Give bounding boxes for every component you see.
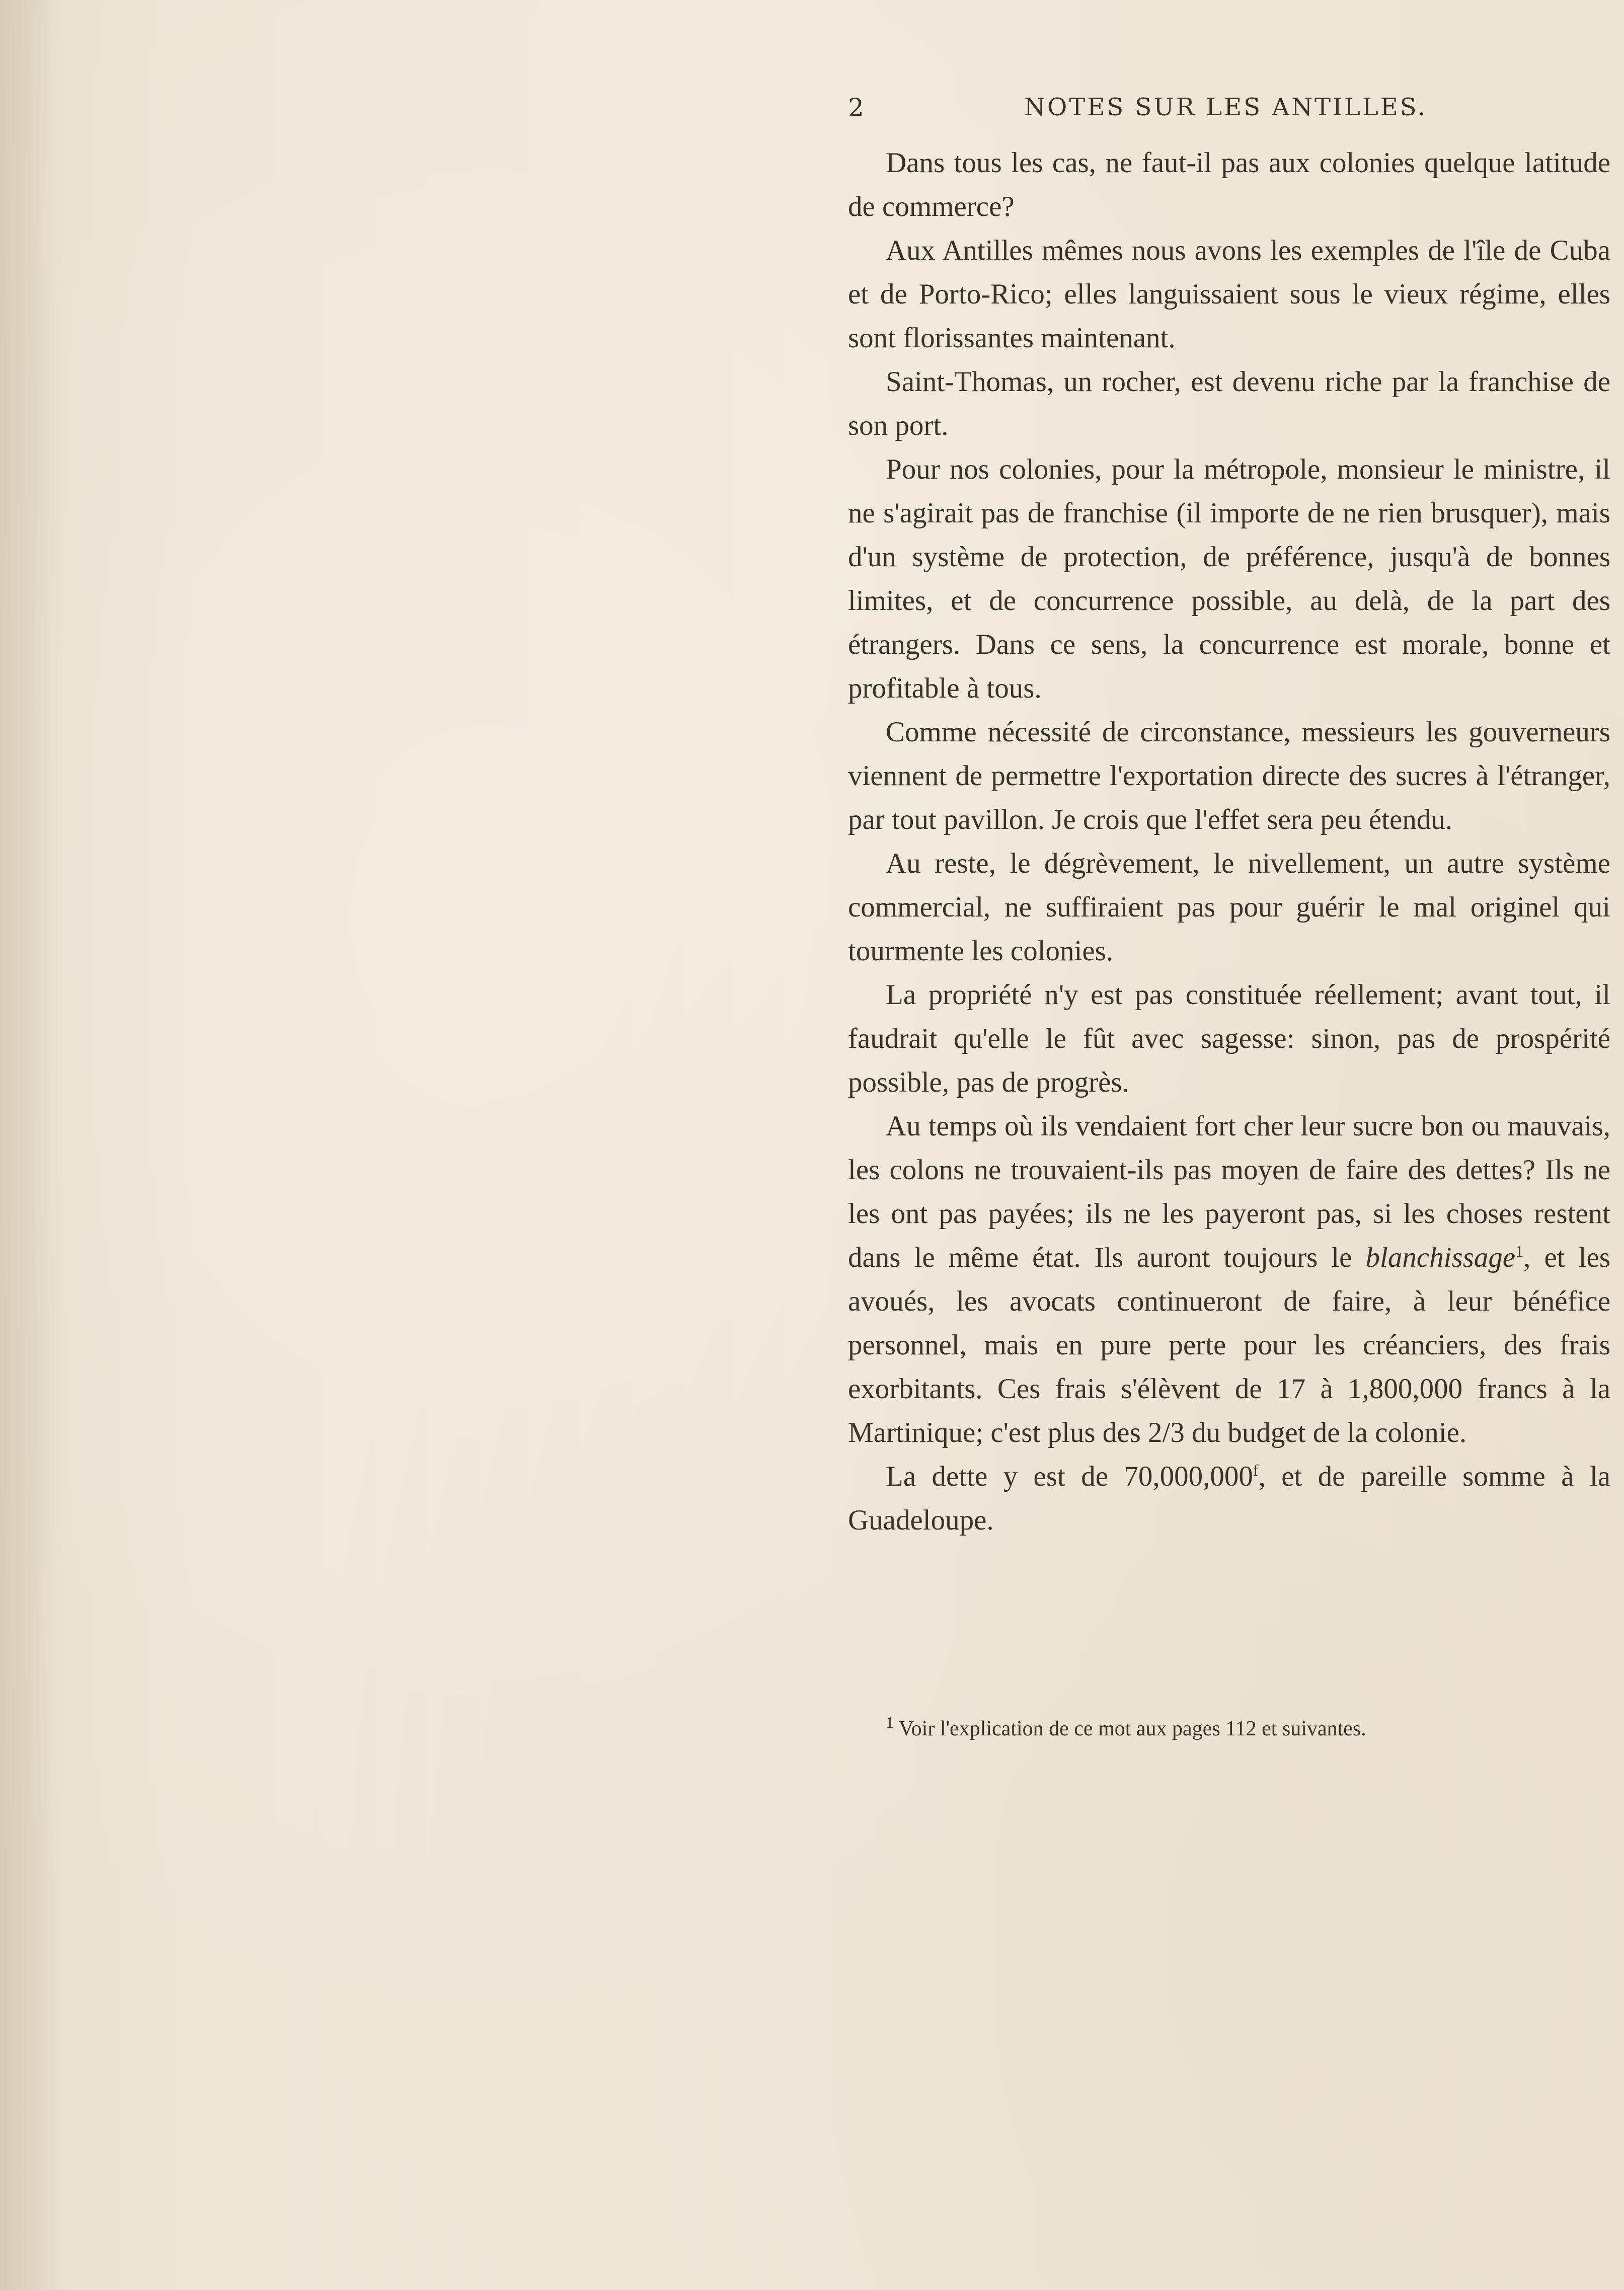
running-title: NOTES SUR LES ANTILLES.	[1024, 93, 1428, 121]
body-text	[848, 141, 1610, 1542]
paragraph-4: Pour nos colonies, pour la métropole, monsieur le ministre, il ne s'agirait pas de franchise (il importe de ne rien brusquer), mais d'un système de protection, de préférence, jusqu'à de bonnes limites, et de concurrence possible, au delà, de la part des étrangers. Dans ce sens, la concurrence est morale, bonne et profitable à tous.	[848, 453, 1610, 704]
paragraph-9-text-a: La dette y est de 70,000,000	[886, 1461, 1253, 1492]
paragraph-5: Comme nécessité de circonstance, messieurs les gouverneurs viennent de permettre l'exportation directe des sucres à l'étranger, par tout pavillon. Je crois que l'effet sera peu étendu.	[848, 716, 1610, 835]
footnote-marker: 1	[886, 1713, 894, 1731]
paragraph-8-text-b: , et les avoués, les avocats continueront de faire, à leur bénéfice personnel, mais en pure perte pour les créanciers, des frais exorbitants. Ces frais s'élèvent de 17 à 1,800,000 francs à la Martinique; c'est plus des 2/3 du budget de la colonie.	[848, 1242, 1610, 1448]
francs-superscript: f	[1253, 1461, 1259, 1479]
binding-gutter	[0, 0, 65, 2290]
footnote	[848, 1714, 1610, 1744]
paragraph-8-text-a: Au temps où ils vendaient fort cher leur sucre bon ou mauvais, les colons ne trouvaient-ils pas moyen de faire des dettes? Ils ne les ont pas payées; ils ne les payeront pas, si les choses restent dans le même état. Ils auront toujours le	[848, 1110, 1610, 1273]
paragraph-1: Dans tous les cas, ne faut-il pas aux colonies quelque latitude de commerce?	[848, 147, 1610, 222]
footnote-reference: 1	[1515, 1242, 1524, 1260]
italic-term: blanchissage	[1365, 1242, 1516, 1273]
paragraph-8	[848, 1104, 1610, 1455]
page-header	[848, 93, 1610, 128]
paragraph-9-text-b: , et de pareille somme à la Guadeloupe.	[848, 1461, 1610, 1536]
footnote-text: Voir l'explication de ce mot aux pages 112 et suivantes.	[894, 1717, 1366, 1740]
paragraph-3: Saint-Thomas, un rocher, est devenu riche par la franchise de son port.	[848, 366, 1610, 441]
paragraph-9	[848, 1455, 1610, 1542]
paragraph-2: Aux Antilles mêmes nous avons les exemples de l'île de Cuba et de Porto-Rico; elles languissaient sous le vieux régime, elles sont florissantes maintenant.	[848, 235, 1610, 354]
paragraph-6: Au reste, le dégrèvement, le nivellement, un autre système commercial, ne suffiraient pas pour guérir le mal originel qui tourmente les colonies.	[848, 848, 1610, 967]
page-number: 2	[848, 93, 864, 122]
paragraph-7: La propriété n'y est pas constituée réellement; avant tout, il faudrait qu'elle le fût avec sagesse: sinon, pas de prospérité possible, pas de progrès.	[848, 979, 1610, 1098]
